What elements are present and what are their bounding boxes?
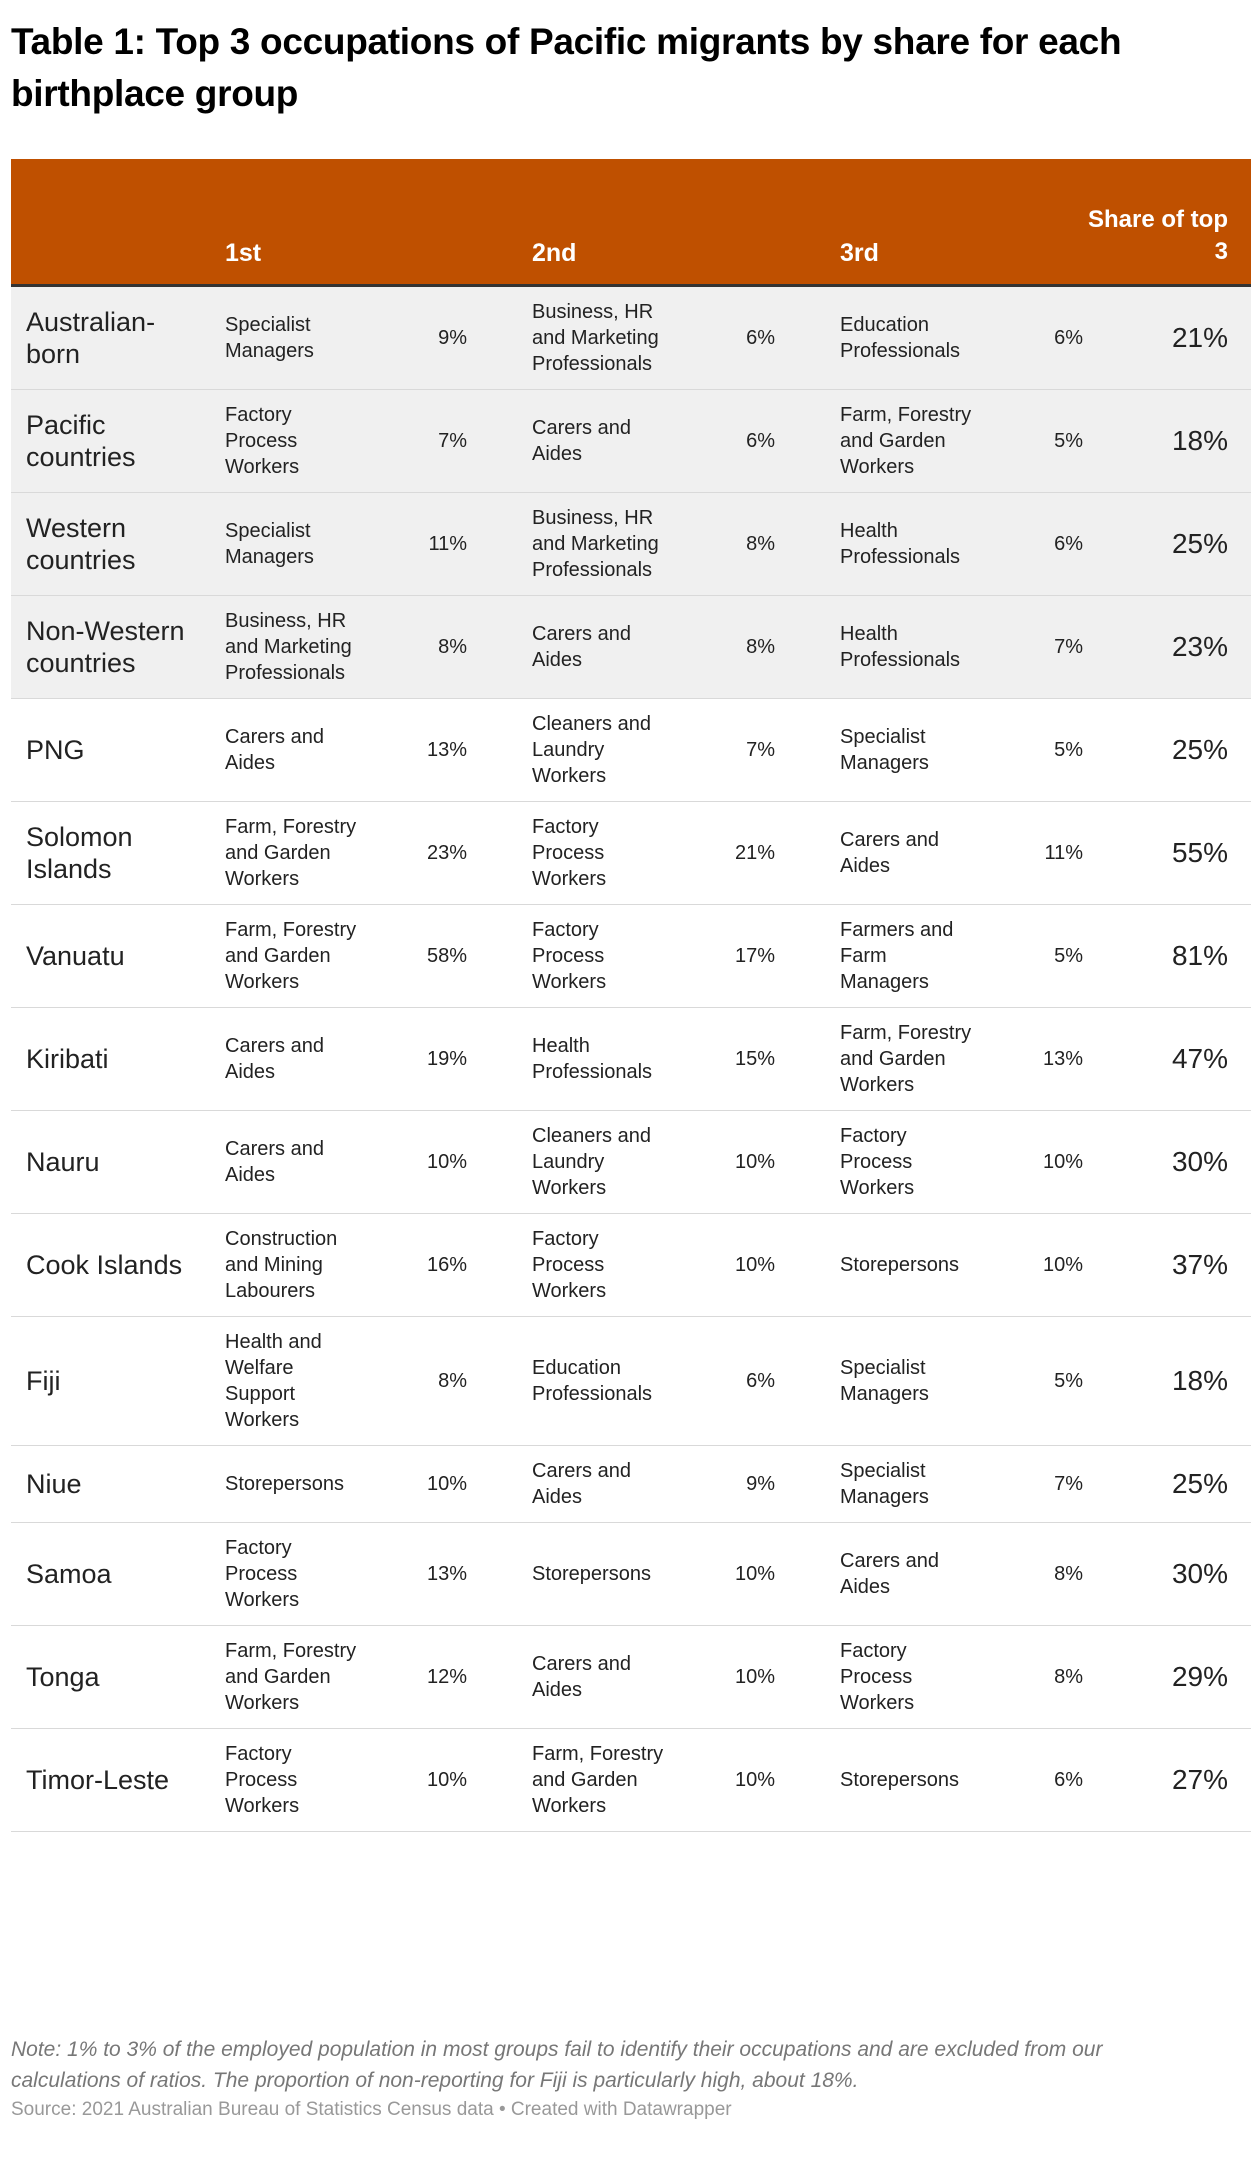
- table-row: [11, 287, 1251, 390]
- occupation-1st: Farm, Forestry and Garden Workers: [225, 816, 357, 890]
- share-top3: 30%: [1171, 1558, 1228, 1589]
- occupation-2nd: Education Professionals: [532, 1357, 653, 1405]
- share-2nd: 6%: [746, 326, 775, 349]
- occupation-3rd: Carers and Aides: [840, 1550, 939, 1598]
- share-2nd: 15%: [734, 1047, 775, 1070]
- occupation-1st: Factory Process Workers: [225, 1537, 300, 1611]
- share-2nd: 10%: [734, 1768, 775, 1791]
- row-name: Solomon Islands: [26, 822, 133, 884]
- table-row: [11, 699, 1251, 802]
- share-1st: 10%: [426, 1472, 467, 1495]
- occupation-1st: Health and Welfare Support Workers: [225, 1331, 322, 1431]
- share-top3: 25%: [1171, 1468, 1228, 1499]
- share-3rd: 8%: [1054, 1562, 1083, 1585]
- share-1st: 11%: [428, 532, 467, 555]
- occupation-3rd: Farm, Forestry and Garden Workers: [840, 1022, 972, 1096]
- row-name: Fiji: [26, 1366, 61, 1396]
- row-name: Cook Islands: [26, 1250, 183, 1280]
- share-3rd: 10%: [1042, 1253, 1083, 1276]
- share-2nd: 10%: [734, 1150, 775, 1173]
- occupation-1st: Specialist Managers: [225, 314, 314, 362]
- table-row: [11, 1446, 1251, 1523]
- occupation-1st: Factory Process Workers: [225, 1743, 300, 1817]
- row-name: Niue: [26, 1469, 82, 1499]
- share-3rd: 6%: [1054, 1768, 1083, 1791]
- share-3rd: 7%: [1054, 635, 1083, 658]
- share-2nd: 6%: [746, 1369, 775, 1392]
- occupation-3rd: Carers and Aides: [840, 829, 939, 877]
- row-name: Kiribati: [26, 1044, 109, 1074]
- share-top3: 81%: [1171, 940, 1228, 971]
- share-top3: 55%: [1171, 837, 1228, 868]
- occupation-2nd: Health Professionals: [532, 1035, 653, 1083]
- share-2nd: 10%: [734, 1665, 775, 1688]
- share-3rd: 11%: [1044, 841, 1083, 864]
- share-3rd: 5%: [1054, 738, 1083, 761]
- share-1st: 10%: [426, 1150, 467, 1173]
- table-row: [11, 1317, 1251, 1446]
- occupation-3rd: Health Professionals: [840, 520, 961, 568]
- share-1st: 13%: [426, 738, 467, 761]
- occupation-1st: Specialist Managers: [225, 520, 314, 568]
- table-body: [11, 287, 1251, 1832]
- row-name: Timor-Leste: [26, 1765, 170, 1795]
- table-row: [11, 1729, 1251, 1832]
- share-top3: 18%: [1171, 1365, 1228, 1396]
- share-top3: 25%: [1171, 528, 1228, 559]
- table-title: Table 1: Top 3 occupations of Pacific migrants by share for each birthplace group: [11, 21, 1122, 114]
- share-1st: 13%: [426, 1562, 467, 1585]
- table-row: [11, 1008, 1251, 1111]
- share-1st: 12%: [426, 1665, 467, 1688]
- row-name: Western countries: [26, 513, 136, 575]
- occupation-3rd: Storepersons: [840, 1254, 959, 1276]
- table-row: [11, 1523, 1251, 1626]
- header-1st: 1st: [225, 239, 262, 267]
- occupation-1st: Farm, Forestry and Garden Workers: [225, 919, 357, 993]
- share-3rd: 6%: [1054, 532, 1083, 555]
- share-top3: 37%: [1171, 1249, 1228, 1280]
- occupation-3rd: Storepersons: [840, 1769, 959, 1791]
- share-2nd: 8%: [746, 532, 775, 555]
- occupation-1st: Carers and Aides: [225, 1138, 324, 1186]
- share-top3: 30%: [1171, 1146, 1228, 1177]
- share-top3: 47%: [1171, 1043, 1228, 1074]
- table-row: [11, 802, 1251, 905]
- table-row: [11, 1626, 1251, 1729]
- occupation-3rd: Specialist Managers: [840, 726, 929, 774]
- share-3rd: 13%: [1042, 1047, 1083, 1070]
- share-3rd: 6%: [1054, 326, 1083, 349]
- share-1st: 16%: [426, 1253, 467, 1276]
- occupation-2nd: Farm, Forestry and Garden Workers: [532, 1743, 664, 1817]
- share-1st: 7%: [438, 429, 467, 452]
- share-3rd: 5%: [1054, 1369, 1083, 1392]
- occupation-3rd: Specialist Managers: [840, 1460, 929, 1508]
- occupation-3rd: Factory Process Workers: [840, 1640, 915, 1714]
- header-share: Share of top 3: [1087, 206, 1228, 265]
- row-name: Pacific countries: [26, 410, 136, 472]
- share-2nd: 9%: [746, 1472, 775, 1495]
- occupation-3rd: Specialist Managers: [840, 1357, 929, 1405]
- occupation-3rd: Education Professionals: [840, 314, 961, 362]
- table-row: [11, 1214, 1251, 1317]
- share-2nd: 6%: [746, 429, 775, 452]
- occupation-2nd: Cleaners and Laundry Workers: [532, 713, 651, 787]
- occupation-2nd: Factory Process Workers: [532, 919, 607, 993]
- share-2nd: 17%: [734, 944, 775, 967]
- occupation-2nd: Carers and Aides: [532, 1653, 631, 1701]
- row-name: Vanuatu: [26, 941, 125, 971]
- row-name: Samoa: [26, 1559, 112, 1589]
- share-2nd: 21%: [734, 841, 775, 864]
- share-top3: 27%: [1171, 1764, 1228, 1795]
- row-name: PNG: [26, 735, 85, 765]
- share-1st: 8%: [438, 1369, 467, 1392]
- share-1st: 19%: [426, 1047, 467, 1070]
- occupation-1st: Business, HR and Marketing Professionals: [225, 610, 352, 684]
- header-2nd: 2nd: [532, 239, 577, 267]
- occupation-2nd: Factory Process Workers: [532, 816, 607, 890]
- share-3rd: 8%: [1054, 1665, 1083, 1688]
- note: Note: 1% to 3% of the employed population in most groups fail to identify their occupations and are excluded from our calculations of ratios. The proportion of non-reporting for Fiji is particularly high, about 18%.: [11, 2038, 1103, 2092]
- share-2nd: 10%: [734, 1253, 775, 1276]
- share-1st: 9%: [438, 326, 467, 349]
- occupation-2nd: Business, HR and Marketing Professionals: [532, 301, 659, 375]
- share-3rd: 7%: [1054, 1472, 1083, 1495]
- occupation-3rd: Farmers and Farm Managers: [840, 919, 954, 993]
- header-blank: [11, 268, 225, 284]
- occupation-1st: Carers and Aides: [225, 1035, 324, 1083]
- share-3rd: 5%: [1054, 429, 1083, 452]
- share-3rd: 5%: [1054, 944, 1083, 967]
- table-row: [11, 596, 1251, 699]
- share-1st: 8%: [438, 635, 467, 658]
- row-name: Tonga: [26, 1662, 100, 1692]
- table-row: [11, 905, 1251, 1008]
- table-row: [11, 493, 1251, 596]
- source: Source: 2021 Australian Bureau of Statistics Census data • Created with Datawrapper: [11, 2099, 732, 2120]
- row-name: Non-Western countries: [26, 616, 185, 678]
- share-top3: 25%: [1171, 734, 1228, 765]
- share-top3: 18%: [1171, 425, 1228, 456]
- share-1st: 23%: [426, 841, 467, 864]
- table-header: [11, 159, 1251, 287]
- share-2nd: 7%: [746, 738, 775, 761]
- occupation-2nd: Cleaners and Laundry Workers: [532, 1125, 651, 1199]
- share-1st: 58%: [426, 944, 467, 967]
- row-name: Australian-born: [26, 307, 156, 369]
- occupation-2nd: Carers and Aides: [532, 417, 631, 465]
- occupation-2nd: Storepersons: [532, 1563, 651, 1585]
- occupation-1st: Farm, Forestry and Garden Workers: [225, 1640, 357, 1714]
- occupation-3rd: Factory Process Workers: [840, 1125, 915, 1199]
- occupations-table: [11, 159, 1251, 1832]
- share-top3: 23%: [1171, 631, 1228, 662]
- table-row: [11, 1111, 1251, 1214]
- occupation-2nd: Factory Process Workers: [532, 1228, 607, 1302]
- row-name: Nauru: [26, 1147, 100, 1177]
- occupation-1st: Construction and Mining Labourers: [225, 1228, 338, 1302]
- share-2nd: 10%: [734, 1562, 775, 1585]
- share-3rd: 10%: [1042, 1150, 1083, 1173]
- occupation-2nd: Carers and Aides: [532, 1460, 631, 1508]
- occupation-3rd: Farm, Forestry and Garden Workers: [840, 404, 972, 478]
- occupation-1st: Carers and Aides: [225, 726, 324, 774]
- occupation-1st: Storepersons: [225, 1473, 344, 1495]
- share-1st: 10%: [426, 1768, 467, 1791]
- share-2nd: 8%: [746, 635, 775, 658]
- occupation-2nd: Business, HR and Marketing Professionals: [532, 507, 659, 581]
- occupation-2nd: Carers and Aides: [532, 623, 631, 671]
- occupation-3rd: Health Professionals: [840, 623, 961, 671]
- occupation-1st: Factory Process Workers: [225, 404, 300, 478]
- table-row: [11, 390, 1251, 493]
- share-top3: 21%: [1171, 322, 1228, 353]
- share-top3: 29%: [1171, 1661, 1228, 1692]
- header-3rd: 3rd: [840, 239, 879, 267]
